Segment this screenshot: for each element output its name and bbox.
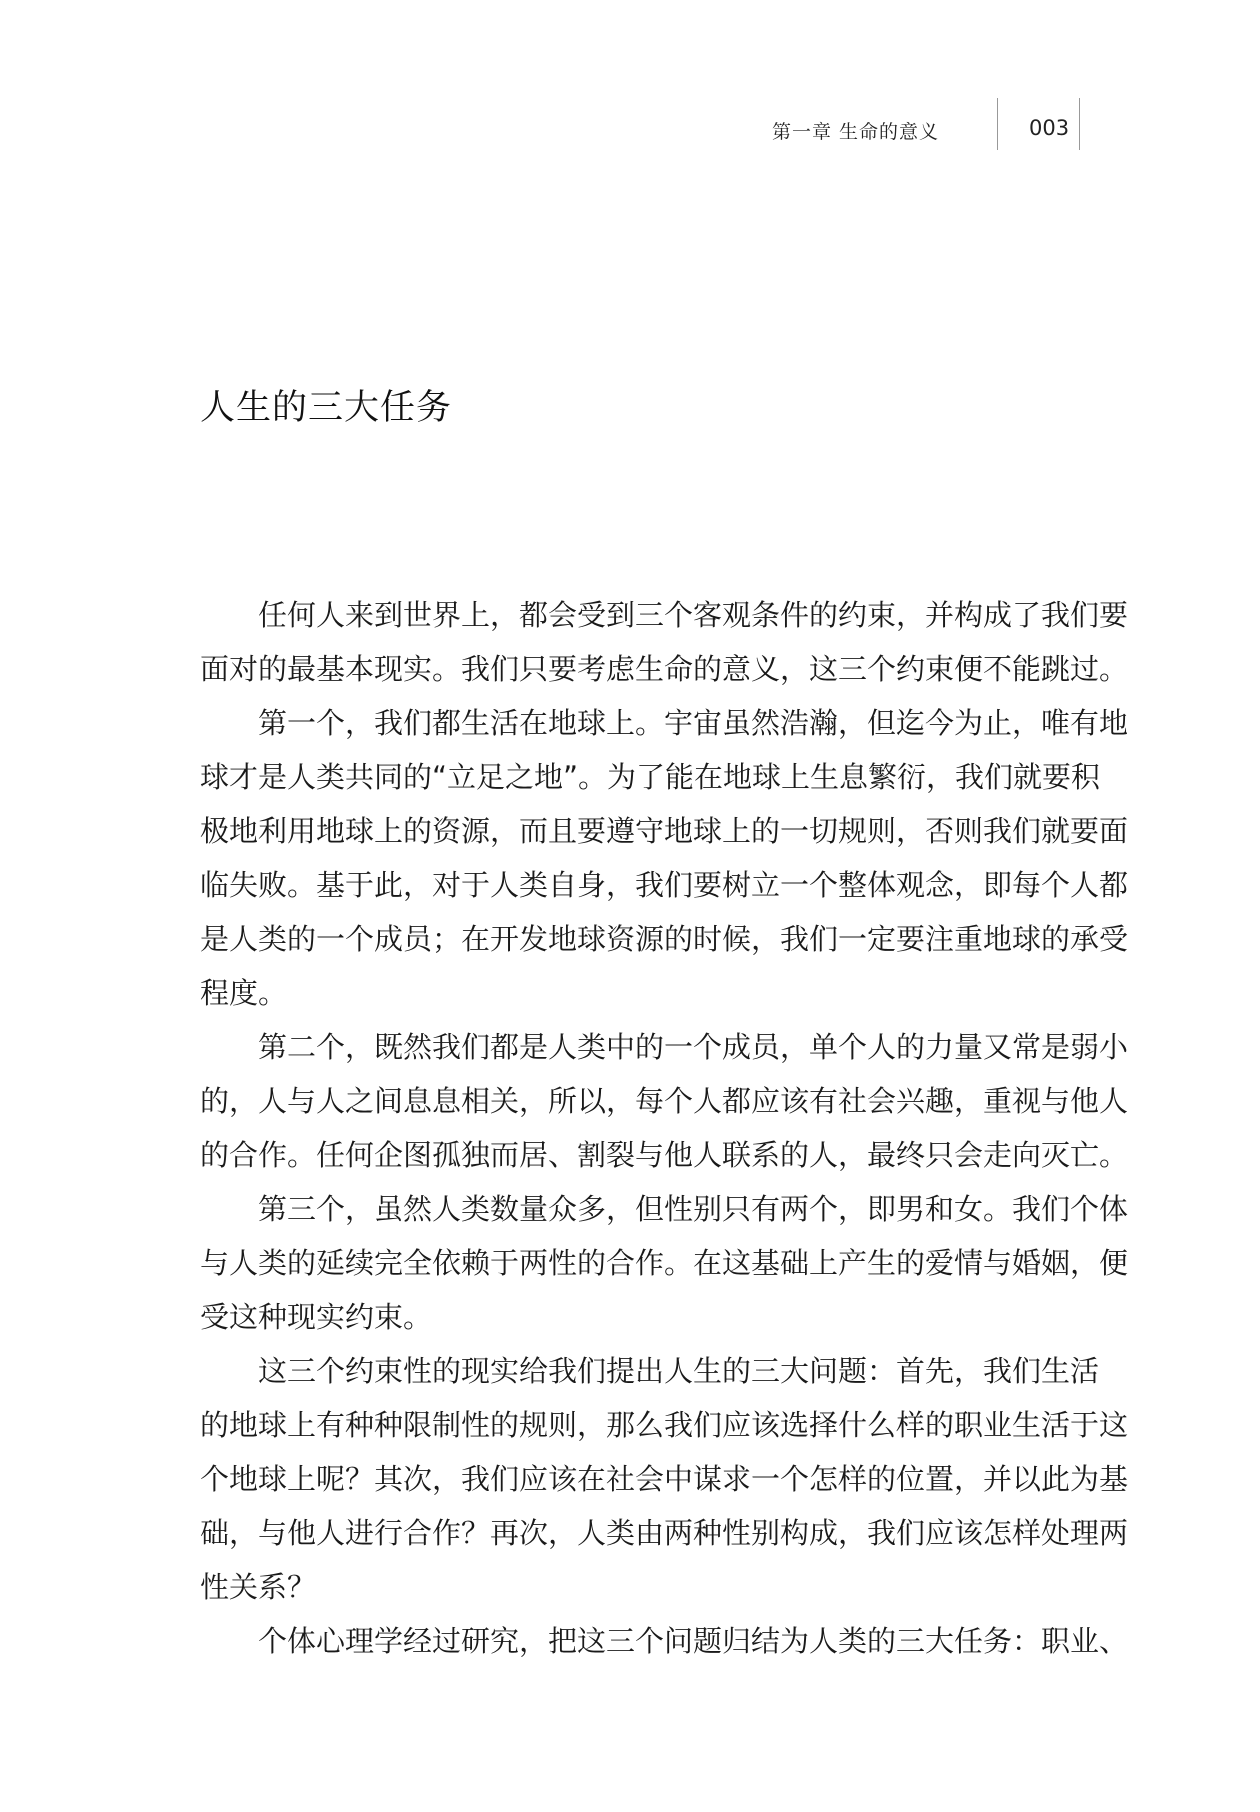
text-line: 与人类的延续完全依赖于两性的合作。在这基础上产生的爱情与婚姻，便 xyxy=(200,1246,1129,1280)
chapter-title: 第一章 生命的意义 xyxy=(772,121,940,143)
text-line: 第一个，我们都生活在地球上。宇宙虽然浩瀚，但迄今为止，唯有地 xyxy=(258,706,1129,740)
text-line: 球才是人类共同的“立足之地”。为了能在地球上生息繁衍，我们就要积 xyxy=(200,760,1101,794)
paragraph xyxy=(200,1614,1129,1668)
page-number: 003 xyxy=(1029,116,1070,140)
text-line: 的地球上有种种限制性的规则，那么我们应该选择什么样的职业生活于这 xyxy=(200,1408,1129,1442)
text-line: 第二个，既然我们都是人类中的一个成员，单个人的力量又常是弱小 xyxy=(258,1030,1129,1064)
text-line: 个地球上呢？其次，我们应该在社会中谋求一个怎样的位置，并以此为基 xyxy=(200,1462,1129,1496)
text-line: 面对的最基本现实。我们只要考虑生命的意义，这三个约束便不能跳过。 xyxy=(200,652,1129,686)
text-line: 的合作。任何企图孤独而居、割裂与他人联系的人，最终只会走向灭亡。 xyxy=(200,1138,1129,1172)
text-line: 受这种现实约束。 xyxy=(200,1300,433,1334)
paragraph xyxy=(200,696,1129,1020)
text-line: 是人类的一个成员；在开发地球资源的时候，我们一定要注重地球的承受 xyxy=(200,922,1129,956)
body-text xyxy=(200,588,1129,1668)
section-title: 人生的三大任务 xyxy=(200,388,453,428)
paragraph xyxy=(200,1020,1129,1182)
paragraph xyxy=(200,1182,1129,1344)
text-line: 极地利用地球上的资源，而且要遵守地球上的一切规则，否则我们就要面 xyxy=(200,814,1129,848)
text-line: 性关系？ xyxy=(200,1570,317,1604)
text-line: 个体心理学经过研究，把这三个问题归结为人类的三大任务：职业、 xyxy=(258,1624,1129,1658)
text-line: 这三个约束性的现实给我们提出人生的三大问题：首先，我们生活 xyxy=(258,1354,1100,1388)
text-line: 第三个，虽然人类数量众多，但性别只有两个，即男和女。我们个体 xyxy=(258,1192,1129,1226)
text-line: 程度。 xyxy=(200,976,288,1010)
text-line: 临失败。基于此，对于人类自身，我们要树立一个整体观念，即每个人都 xyxy=(200,868,1129,902)
paragraph xyxy=(200,588,1129,696)
header-divider xyxy=(1079,98,1080,150)
text-line: 础，与他人进行合作？再次，人类由两种性别构成，我们应该怎样处理两 xyxy=(200,1516,1129,1550)
paragraph xyxy=(200,1344,1129,1614)
header-divider xyxy=(997,98,998,150)
text-line: 的，人与人之间息息相关，所以，每个人都应该有社会兴趣，重视与他人 xyxy=(200,1084,1129,1118)
text-line: 任何人来到世界上，都会受到三个客观条件的约束，并构成了我们要 xyxy=(258,598,1129,632)
